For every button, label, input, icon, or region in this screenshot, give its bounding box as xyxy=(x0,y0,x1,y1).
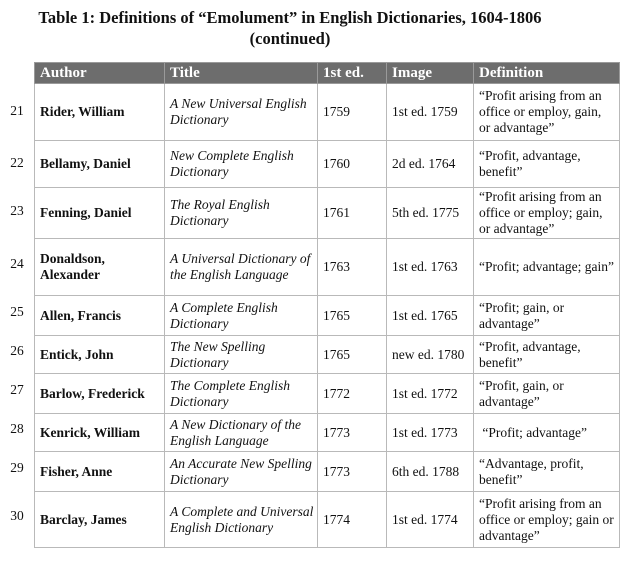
definition-cell: “Advantage, profit, benefit” xyxy=(474,452,620,492)
title-cell: The Complete English Dictionary xyxy=(165,374,318,414)
dictionary-table xyxy=(34,62,620,548)
row-number: 26 xyxy=(10,343,24,358)
table-row xyxy=(35,84,620,141)
image-cell: 2d ed. 1764 xyxy=(387,141,474,188)
table-row xyxy=(35,414,620,452)
title-cell: The New Spelling Dictionary xyxy=(165,336,318,374)
row-number: 27 xyxy=(10,382,24,397)
title-cell: An Accurate New Spelling Dictionary xyxy=(165,452,318,492)
row-number: 22 xyxy=(10,154,24,170)
row-number: 24 xyxy=(10,255,24,271)
caption-line-2: (continued) xyxy=(249,29,331,48)
first-ed-cell: 1773 xyxy=(318,452,387,492)
first-ed-cell: 1774 xyxy=(318,492,387,548)
author-cell: Barclay, James xyxy=(35,492,165,548)
image-cell: 1st ed. 1773 xyxy=(387,414,474,452)
author-cell: Fisher, Anne xyxy=(35,452,165,492)
author-cell: Fenning, Daniel xyxy=(35,188,165,239)
row-number: 30 xyxy=(10,508,24,523)
image-cell: 6th ed. 1788 xyxy=(387,452,474,492)
row-number: 23 xyxy=(10,202,24,218)
header-first-ed: 1st ed. xyxy=(318,63,387,84)
table-row xyxy=(35,296,620,336)
definition-cell: “Profit arising from an office or employ, gain, or advantage” xyxy=(474,84,620,141)
row-number: 29 xyxy=(10,460,24,475)
image-cell: 1st ed. 1765 xyxy=(387,296,474,336)
row-number: 25 xyxy=(10,304,24,319)
header-image: Image xyxy=(387,63,474,84)
row-number: 21 xyxy=(10,102,24,118)
author-cell: Donaldson, Alexander xyxy=(35,239,165,296)
author-cell: Barlow, Frederick xyxy=(35,374,165,414)
first-ed-cell: 1765 xyxy=(318,336,387,374)
table-caption xyxy=(0,7,580,49)
first-ed-cell: 1759 xyxy=(318,84,387,141)
table-row xyxy=(35,492,620,548)
first-ed-cell: 1761 xyxy=(318,188,387,239)
author-cell: Rider, William xyxy=(35,84,165,141)
table-row xyxy=(35,336,620,374)
table-row xyxy=(35,239,620,296)
author-cell: Kenrick, William xyxy=(35,414,165,452)
author-cell: Entick, John xyxy=(35,336,165,374)
image-cell: 1st ed. 1763 xyxy=(387,239,474,296)
table-row xyxy=(35,452,620,492)
first-ed-cell: 1773 xyxy=(318,414,387,452)
definition-cell: “Profit arising from an office or employ; gain, or advantage” xyxy=(474,188,620,239)
title-cell: A Complete English Dictionary xyxy=(165,296,318,336)
header-row xyxy=(35,63,620,84)
title-cell: New Complete English Dictionary xyxy=(165,141,318,188)
image-cell: 1st ed. 1774 xyxy=(387,492,474,548)
definition-cell: “Profit, advantage, benefit” xyxy=(474,336,620,374)
definition-cell: “Profit, advantage, benefit” xyxy=(474,141,620,188)
row-number: 28 xyxy=(10,421,24,436)
first-ed-cell: 1765 xyxy=(318,296,387,336)
definition-cell: “Profit; gain, or advantage” xyxy=(474,296,620,336)
definition-cell: “Profit arising from an office or employ; gain or advantage” xyxy=(474,492,620,548)
image-cell: 1st ed. 1772 xyxy=(387,374,474,414)
definition-cell: “Profit; advantage” xyxy=(474,414,620,452)
header-definition: Definition xyxy=(474,63,620,84)
first-ed-cell: 1760 xyxy=(318,141,387,188)
image-cell: 5th ed. 1775 xyxy=(387,188,474,239)
table-row xyxy=(35,374,620,414)
author-cell: Bellamy, Daniel xyxy=(35,141,165,188)
title-cell: A Universal Dictionary of the English Language xyxy=(165,239,318,296)
image-cell: new ed. 1780 xyxy=(387,336,474,374)
image-cell: 1st ed. 1759 xyxy=(387,84,474,141)
author-cell: Allen, Francis xyxy=(35,296,165,336)
table-row xyxy=(35,188,620,239)
title-cell: A New Universal English Dictionary xyxy=(165,84,318,141)
header-title: Title xyxy=(165,63,318,84)
definition-cell: “Profit, gain, or advantage” xyxy=(474,374,620,414)
title-cell: A New Dictionary of the English Language xyxy=(165,414,318,452)
title-cell: The Royal English Dictionary xyxy=(165,188,318,239)
title-cell: A Complete and Universal English Dictionary xyxy=(165,492,318,548)
header-author: Author xyxy=(35,63,165,84)
definition-cell: “Profit; advantage; gain” xyxy=(474,239,620,296)
first-ed-cell: 1763 xyxy=(318,239,387,296)
table-row xyxy=(35,141,620,188)
first-ed-cell: 1772 xyxy=(318,374,387,414)
caption-line-1: Table 1: Definitions of “Emolument” in English Dictionaries, 1604-1806 xyxy=(38,8,542,27)
